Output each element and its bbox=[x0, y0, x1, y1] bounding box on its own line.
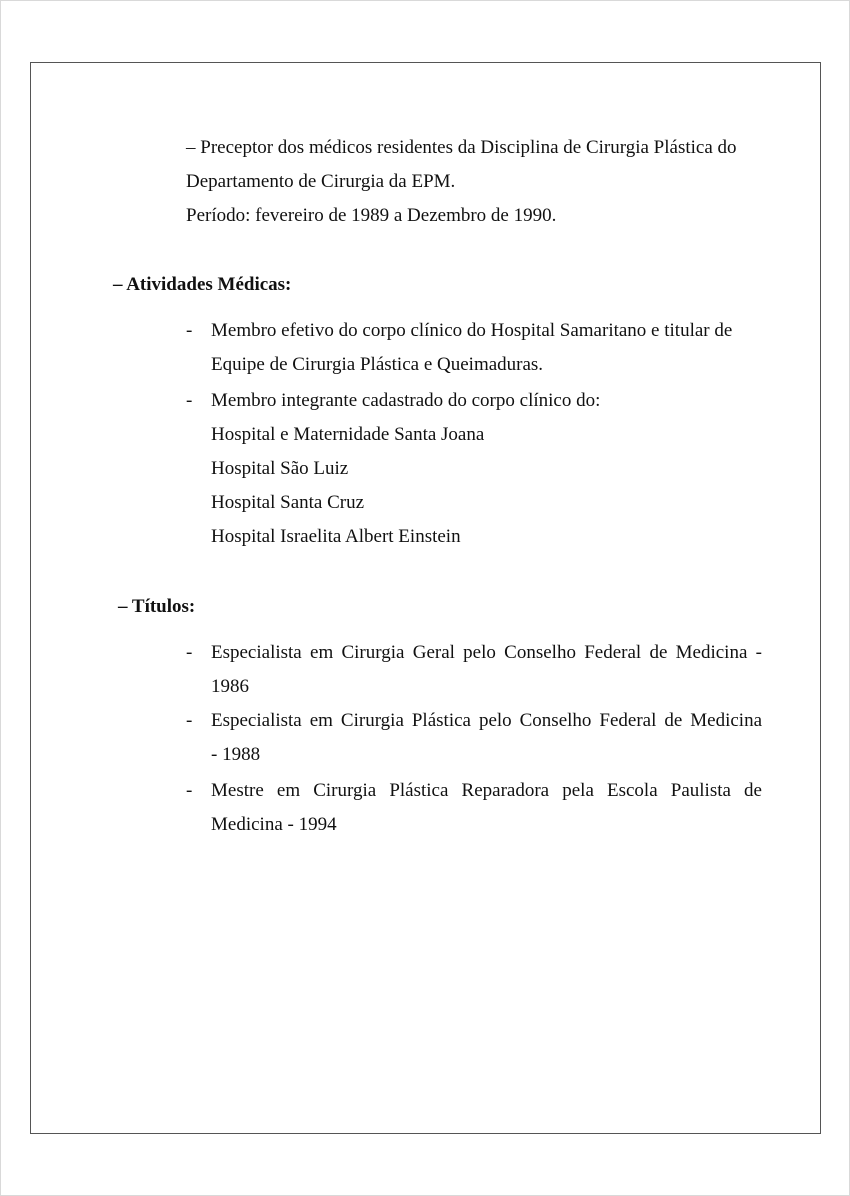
preceptor-period: Período: fevereiro de 1989 a Dezembro de 1990. bbox=[186, 205, 557, 226]
titulos-heading: – Títulos: bbox=[118, 596, 196, 617]
preceptor-line-1: – Preceptor dos médicos residentes da Disciplina de Cirurgia Plástica do bbox=[186, 137, 737, 158]
atividades-bullet-1: - bbox=[186, 320, 193, 341]
atividades-item-2-line-1: Membro integrante cadastrado do corpo clínico do: bbox=[211, 390, 601, 411]
atividades-bullet-2: - bbox=[186, 390, 193, 411]
preceptor-line-2: Departamento de Cirurgia da EPM. bbox=[186, 171, 456, 192]
titulos-bullet-3: - bbox=[186, 780, 193, 801]
titulos-item-2-line-2: - 1988 bbox=[211, 744, 261, 765]
titulos-bullet-2: - bbox=[186, 710, 193, 731]
atividades-heading: – Atividades Médicas: bbox=[113, 274, 292, 295]
titulos-item-2-line-1: Especialista em Cirurgia Plástica pelo Conselho Federal de Medicina bbox=[211, 710, 762, 731]
hospital-sao-luiz: Hospital São Luiz bbox=[211, 458, 349, 479]
atividades-item-1-line-1: Membro efetivo do corpo clínico do Hospital Samaritano e titular de bbox=[211, 320, 733, 341]
titulos-item-3-line-1: Mestre em Cirurgia Plástica Reparadora pela Escola Paulista de bbox=[211, 780, 762, 801]
titulos-bullet-1: - bbox=[186, 642, 193, 663]
atividades-item-1-line-2: Equipe de Cirurgia Plástica e Queimaduras. bbox=[211, 354, 544, 375]
titulos-item-1-line-2: 1986 bbox=[211, 676, 249, 697]
titulos-item-1-line-1: Especialista em Cirurgia Geral pelo Conselho Federal de Medicina - bbox=[211, 642, 762, 663]
hospital-santa-cruz: Hospital Santa Cruz bbox=[211, 492, 365, 513]
hospital-albert-einstein: Hospital Israelita Albert Einstein bbox=[211, 526, 461, 547]
hospital-santa-joana: Hospital e Maternidade Santa Joana bbox=[211, 424, 485, 445]
titulos-item-3-line-2: Medicina - 1994 bbox=[211, 814, 337, 835]
